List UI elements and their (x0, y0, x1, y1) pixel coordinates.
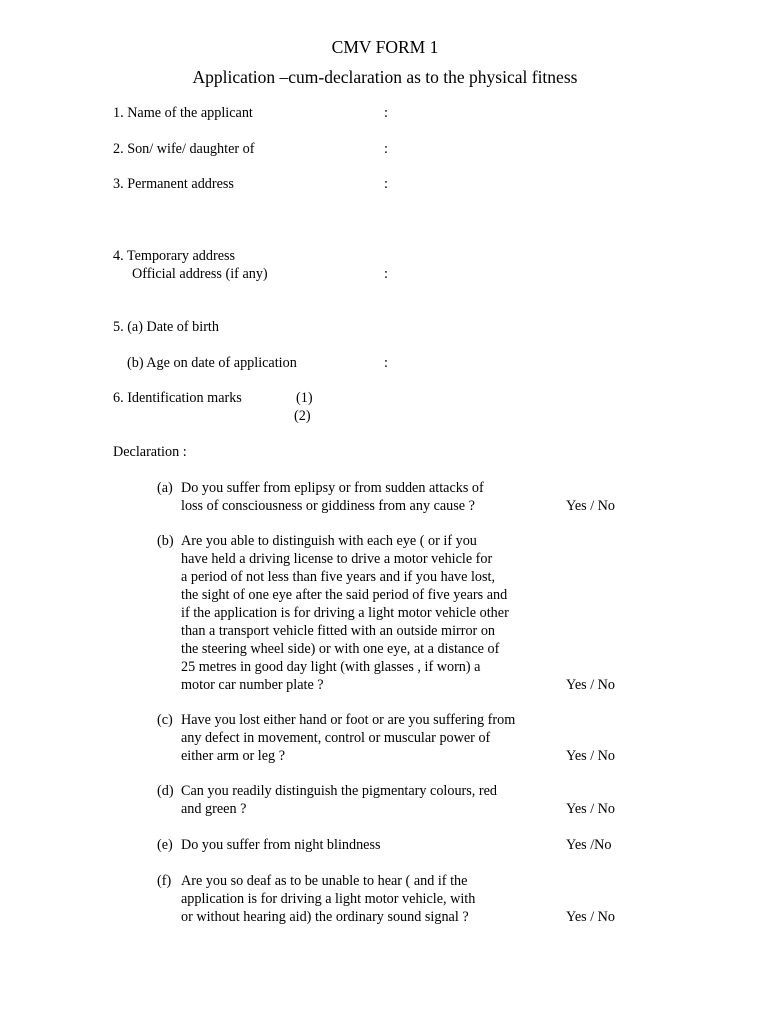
identification-mark-2: (2) (294, 408, 311, 424)
question-label: (e) (157, 837, 173, 853)
yes-no-answer: Yes / No (566, 498, 616, 514)
question-text (181, 532, 561, 694)
field-label-identification-marks: 6. Identification marks (113, 390, 242, 406)
question-line: motor car number plate ? (181, 677, 324, 693)
question-line: a period of not less than five years and if you have lost, (181, 569, 496, 585)
question-line: if the application is for driving a light motor vehicle other (181, 605, 509, 621)
question-text (181, 836, 561, 854)
question-line: Are you so deaf as to be unable to hear ( and if the (181, 873, 468, 889)
form-title: CMV FORM 1 (331, 37, 439, 57)
question-line: Do you suffer from night blindness (181, 837, 381, 853)
question-line: the steering wheel side) or with one eye, at a distance of (181, 641, 500, 657)
question-line: either arm or leg ? (181, 748, 285, 764)
field-separator-age: : (384, 355, 388, 371)
question-line: 25 metres in good day light (with glasses , if worn) a (181, 659, 481, 675)
question-line: Do you suffer from eplipsy or from sudden attacks of (181, 480, 484, 496)
field-label-date-of-birth: 5. (a) Date of birth (113, 319, 219, 335)
field-label-age: (b) Age on date of application (127, 355, 297, 371)
field-label-permanent-address: 3. Permanent address (113, 176, 234, 192)
declaration-heading: Declaration : (113, 444, 187, 460)
question-line: Can you readily distinguish the pigmentary colours, red (181, 783, 498, 799)
field-separator-name: : (384, 105, 388, 121)
question-label: (b) (157, 533, 174, 549)
yes-no-answer: Yes / No (566, 801, 616, 817)
field-separator-relation: : (384, 141, 388, 157)
field-label-name: 1. Name of the applicant (113, 105, 253, 121)
question-line: application is for driving a light motor vehicle, with (181, 891, 476, 907)
question-label: (f) (157, 873, 172, 889)
yes-no-answer: Yes / No (566, 677, 616, 693)
field-label-official-address: Official address (if any) (132, 266, 268, 282)
question-line: loss of consciousness or giddiness from any cause ? (181, 498, 475, 514)
field-separator-official-address: : (384, 266, 388, 282)
yes-no-answer: Yes / No (566, 748, 616, 764)
question-text (181, 479, 561, 515)
yes-no-answer: Yes /No (566, 837, 612, 853)
question-text (181, 711, 561, 765)
question-label: (a) (157, 480, 173, 496)
field-label-temporary-address: 4. Temporary address (113, 248, 236, 264)
yes-no-answer: Yes / No (566, 909, 616, 925)
question-label: (c) (157, 712, 173, 728)
question-line: or without hearing aid) the ordinary sound signal ? (181, 909, 469, 925)
question-line: and green ? (181, 801, 247, 817)
question-line: Are you able to distinguish with each eye ( or if you (181, 533, 477, 549)
identification-mark-1: (1) (296, 390, 313, 406)
question-text (181, 782, 561, 818)
question-label: (d) (157, 783, 174, 799)
field-separator-permanent-address: : (384, 176, 388, 192)
question-line: the sight of one eye after the said period of five years and (181, 587, 508, 603)
field-label-relation: 2. Son/ wife/ daughter of (113, 141, 255, 157)
form-subtitle: Application –cum-declaration as to the physical fitness (192, 67, 578, 87)
question-line: have held a driving license to drive a motor vehicle for (181, 551, 493, 567)
question-line: any defect in movement, control or muscular power of (181, 730, 491, 746)
question-text (181, 872, 561, 926)
question-line: than a transport vehicle fitted with an outside mirror on (181, 623, 496, 639)
question-line: Have you lost either hand or foot or are you suffering from (181, 712, 516, 728)
